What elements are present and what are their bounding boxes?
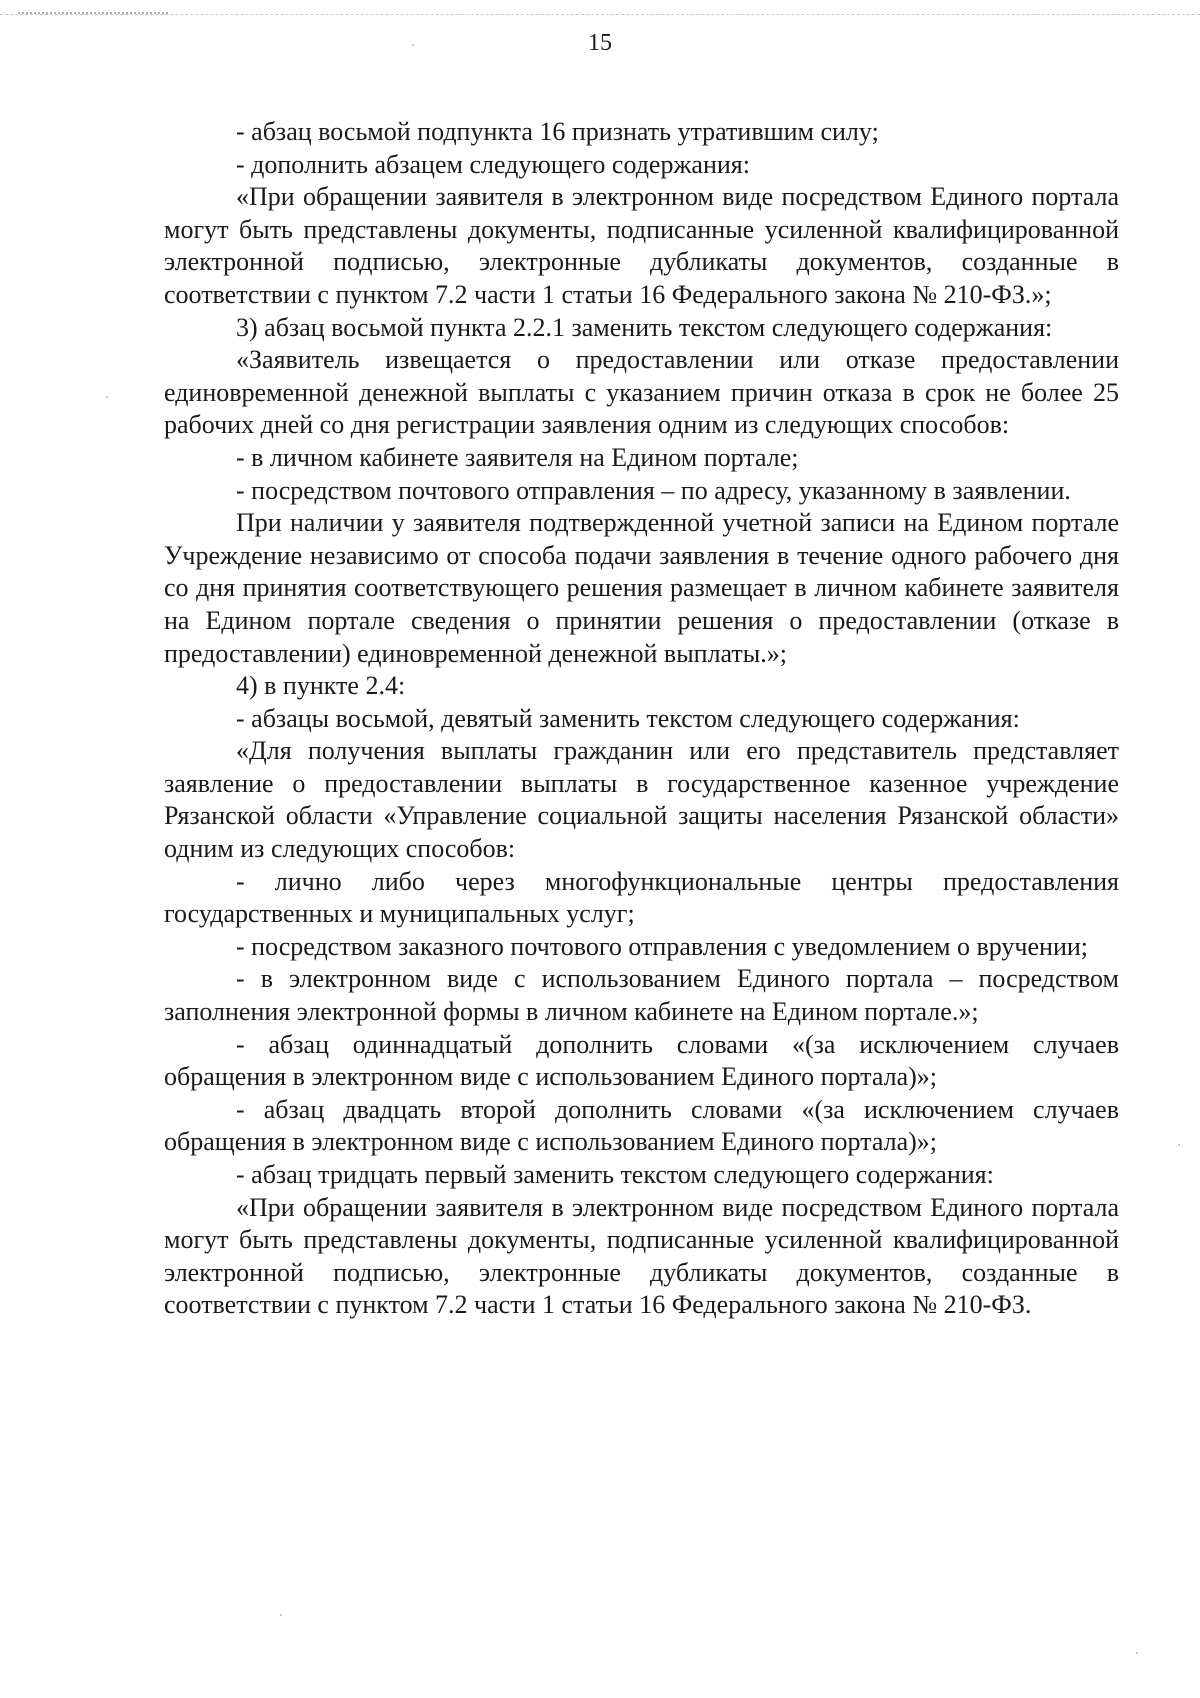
scan-speck (280, 1614, 282, 1616)
paragraph: - абзацы восьмой, девятый заменить текстом следующего содержания: (236, 703, 1020, 733)
paragraph: - лично либо через многофункциональные центры предоставления государственных и муниципальных услуг; (164, 866, 1119, 929)
paragraph: - абзац двадцать второй дополнить словами «(за исключением случаев обращения в электронном виде с использованием Единого портала)»; (164, 1094, 1119, 1157)
scan-speck (106, 396, 108, 398)
page-number: 15 (588, 30, 612, 56)
document-body (164, 116, 1119, 1322)
paragraph: - в личном кабинете заявителя на Едином портале; (236, 442, 799, 472)
paragraph: - абзац одиннадцатый дополнить словами «(за исключением случаев обращения в электронном виде с использованием Единого портала)»; (164, 1029, 1119, 1092)
paragraph: «Для получения выплаты гражданин или его представитель представляет заявление о предоставлении выплаты в государственное казенное учреждение Рязанской области «Управление социальной защиты населения Рязанской области» одним из следующих способов: (164, 736, 1119, 864)
paragraph: - в электронном виде с использованием Единого портала – посредством заполнения электронной формы в личном кабинете на Едином портале.»; (164, 964, 1119, 1027)
scan-speck (1136, 1652, 1138, 1654)
paragraph: «При обращении заявителя в электронном виде посредством Единого портала могут быть представлены документы, подписанные усиленной квалифицированной электронной подписью, электронные дубликаты документов, созданные в соответствии с пунктом 7.2 части 1 статьи 16 Федерального закона № 210-ФЗ. (164, 1192, 1119, 1320)
scan-corner-mark (18, 12, 168, 18)
paragraph: - абзац тридцать первый заменить текстом следующего содержания: (236, 1160, 994, 1189)
paragraph: - посредством почтового отправления – по адресу, указанному в заявлении. (236, 475, 1071, 505)
scan-speck (1178, 1144, 1180, 1146)
paragraph: 4) в пункте 2.4: (236, 671, 406, 701)
paragraph: При наличии у заявителя подтвержденной учетной записи на Едином портале Учреждение независимо от способа подачи заявления в течение одного рабочего дня со дня принятия соответствующего решения размещает в личном кабинете заявителя на Едином портале сведения о принятии решения о предоставлении (отказе в предоставлении) единовременной денежной выплаты.»; (164, 508, 1119, 668)
paragraph: «При обращении заявителя в электронном виде посредством Единого портала могут быть представлены документы, подписанные усиленной квалифицированной электронной подписью, электронные дубликаты документов, созданные в соответствии с пунктом 7.2 части 1 статьи 16 Федерального закона № 210-ФЗ.»; (164, 182, 1119, 309)
paragraph: - абзац восьмой подпункта 16 признать утратившим силу; (236, 117, 879, 146)
paragraph: - посредством заказного почтового отправления с уведомлением о вручении; (236, 931, 1088, 961)
scan-top-edge (0, 14, 1200, 21)
paragraph: - дополнить абзацем следующего содержания: (236, 149, 750, 179)
scan-speck (412, 44, 414, 46)
paragraph: «Заявитель извещается о предоставлении или отказе предоставлении единовременной денежной выплаты с указанием причин отказа в срок не более 25 рабочих дней со дня регистрации заявления одним из следующих способов: (164, 345, 1119, 440)
paragraph: 3) абзац восьмой пункта 2.2.1 заменить текстом следующего содержания: (236, 312, 1053, 342)
